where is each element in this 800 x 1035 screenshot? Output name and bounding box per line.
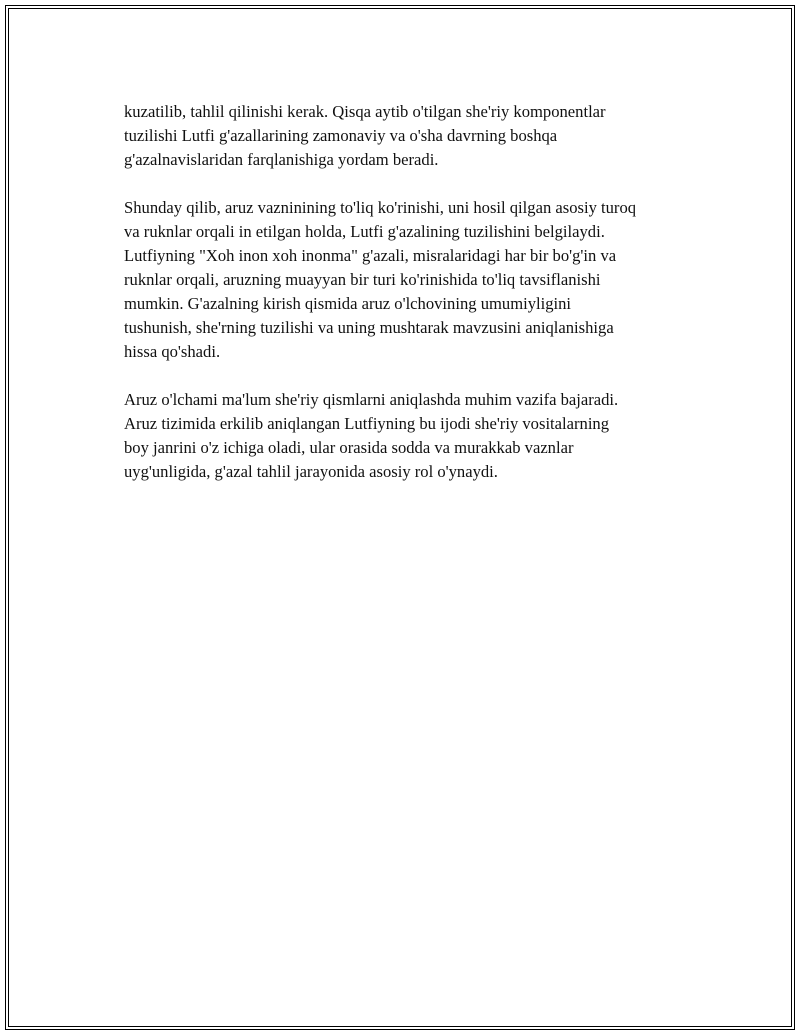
paragraph-line: uyg'unligida, g'azal tahlil jarayonida asosiy rol o'ynaydi.: [124, 462, 498, 481]
document-page: [5, 5, 795, 1030]
paragraph-line: va ruknlar orqali in etilgan holda, Lutfi g'azalining tuzilishini belgilaydi.: [124, 222, 605, 241]
paragraph-line: hissa qo'shadi.: [124, 342, 221, 361]
document-body: [124, 100, 694, 508]
paragraph-line: kuzatilib, tahlil qilinishi kerak. Qisqa aytib o'tilgan she'riy komponentlar: [124, 102, 606, 121]
paragraph-line: tuzilishi Lutfi g'azallarining zamonaviy va o'sha davrning boshqa: [124, 126, 558, 145]
paragraph-line: boy janrini o'z ichiga oladi, ular orasida sodda va murakkab vaznlar: [124, 438, 574, 457]
paragraph-line: Shunday qilib, aruz vazninining to'liq ko'rinishi, uni hosil qilgan asosiy turoq: [124, 198, 637, 217]
paragraph-line: Lutfiyning "Xoh inon xoh inonma" g'azali, misralaridagi har bir bo'g'in va: [124, 246, 617, 265]
paragraph-line: ruknlar orqali, aruzning muayyan bir turi ko'rinishida to'liq tavsiflanishi: [124, 270, 601, 289]
paragraph-line: Aruz tizimida erkilib aniqlangan Lutfiyning bu ijodi she'riy vositalarning: [124, 414, 610, 433]
paragraph-1: [124, 100, 694, 172]
paragraph-line: Aruz o'lchami ma'lum she'riy qismlarni aniqlashda muhim vazifa bajaradi.: [124, 390, 619, 409]
paragraph-line: g'azalnavislaridan farqlanishiga yordam beradi.: [124, 150, 439, 169]
paragraph-3: [124, 388, 694, 484]
paragraph-2: [124, 196, 694, 364]
paragraph-line: mumkin. G'azalning kirish qismida aruz o'lchovining umumiyligini: [124, 294, 572, 313]
paragraph-line: tushunish, she'rning tuzilishi va uning mushtarak mavzusini aniqlanishiga: [124, 318, 614, 337]
